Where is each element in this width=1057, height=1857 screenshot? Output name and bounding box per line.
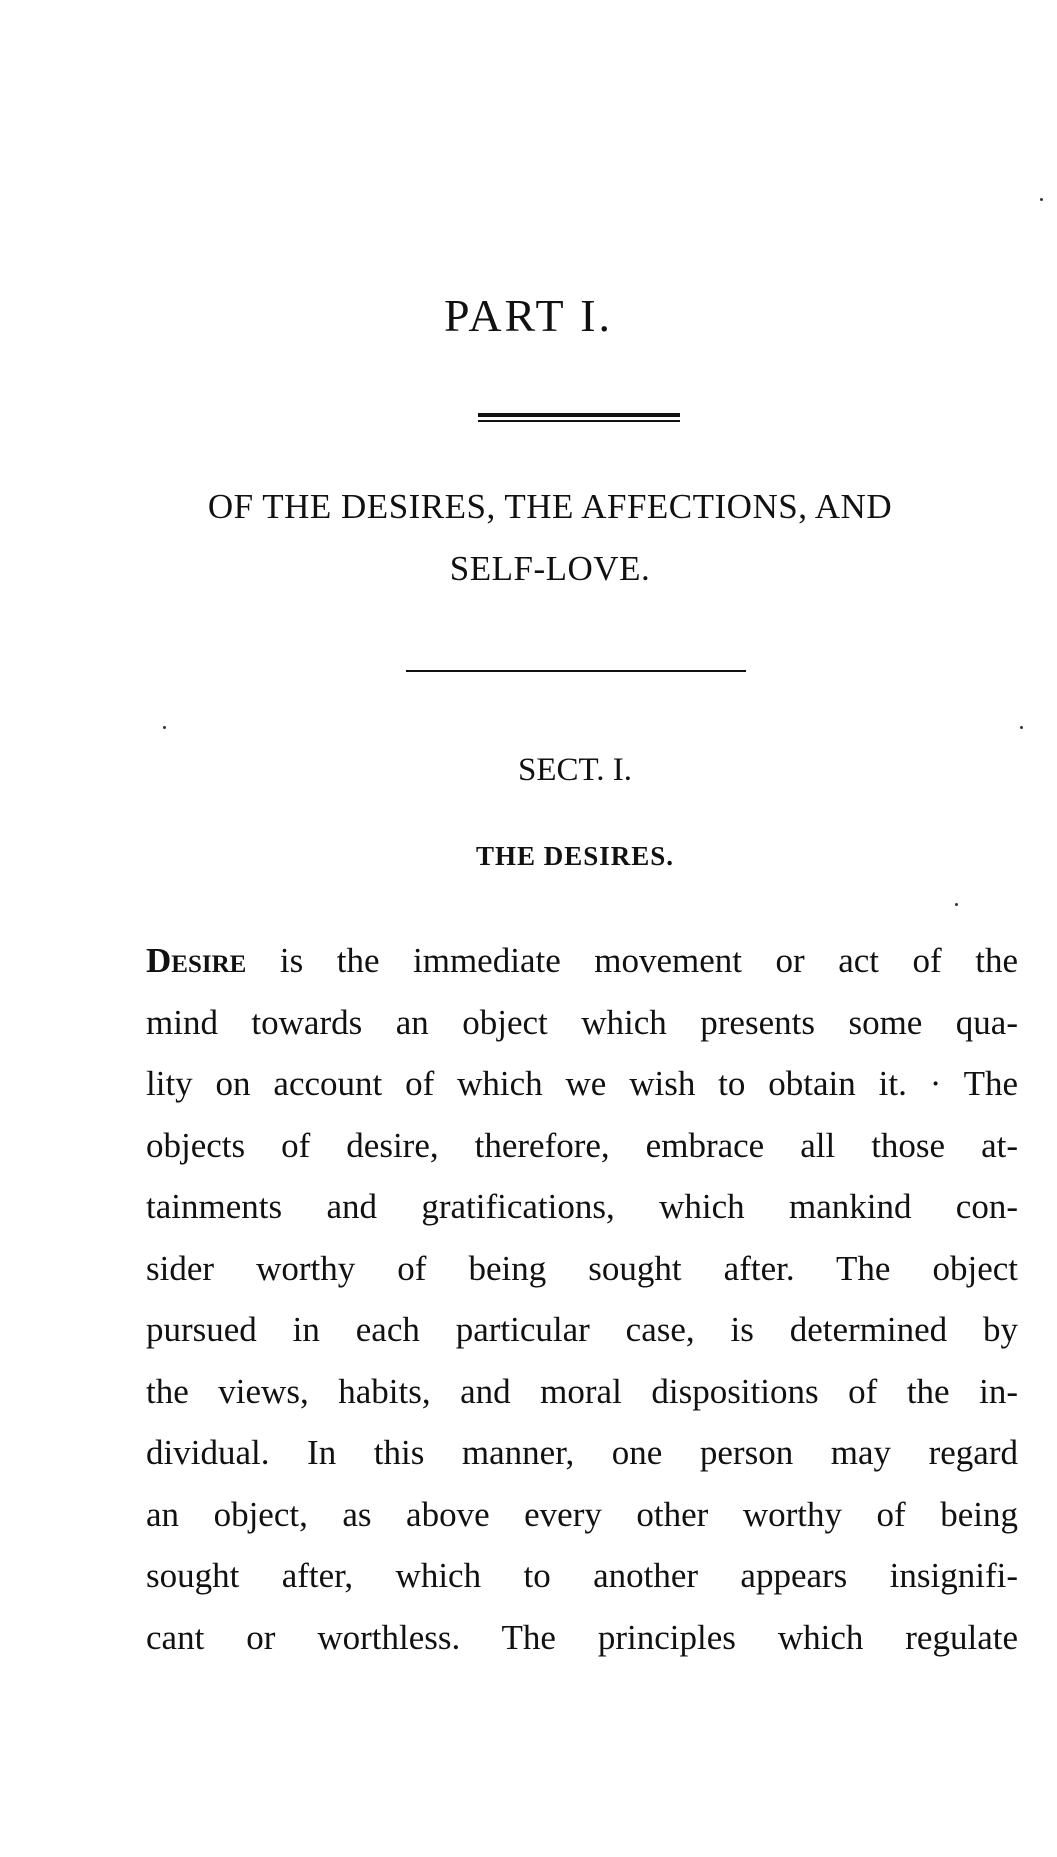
body-line: an object, as above every other worthy of being [146, 1494, 1018, 1534]
section-title: THE DESIRES. [475, 841, 675, 871]
body-paragraph [146, 930, 1018, 1668]
body-line: cant or worthless. The principles which regulate [146, 1617, 1018, 1657]
body-line: pursued in each particular case, is determined by [146, 1310, 1018, 1349]
body-line-text: is the immediate movement or act of the [246, 941, 1018, 980]
body-line: sought after, which to another appears insignifi- [146, 1556, 1018, 1595]
double-rule-thick-line [478, 413, 680, 417]
print-speck [163, 726, 166, 729]
body-line: lity on account of which we wish to obtain it. · The [146, 1064, 1018, 1103]
print-speck [955, 903, 958, 906]
double-rule-divider [478, 413, 680, 423]
body-line: mind towards an object which presents some qua- [146, 1002, 1018, 1042]
print-speck [1040, 198, 1043, 201]
chapter-heading [100, 476, 1000, 600]
body-line: tainments and gratifications, which mankind con- [146, 1187, 1018, 1226]
body-line: objects of desire, therefore, embrace all those at- [146, 1125, 1018, 1165]
print-speck [1020, 726, 1023, 729]
chapter-heading-line-2: SELF-LOVE. [449, 549, 651, 588]
double-rule-thin-line [478, 420, 680, 422]
single-rule-divider [406, 670, 746, 672]
lead-word: Desire [146, 941, 247, 980]
part-title: PART I. [443, 290, 614, 341]
body-line [146, 930, 1018, 992]
chapter-heading-line-1: OF THE DESIRES, THE AFFECTIONS, AND [207, 487, 893, 526]
body-line: dividual. In this manner, one person may regard [146, 1433, 1018, 1472]
body-line: sider worthy of being sought after. The object [146, 1248, 1018, 1288]
body-line: the views, habits, and moral dispositions of the in- [146, 1371, 1018, 1411]
section-number: SECT. I. [518, 752, 632, 788]
